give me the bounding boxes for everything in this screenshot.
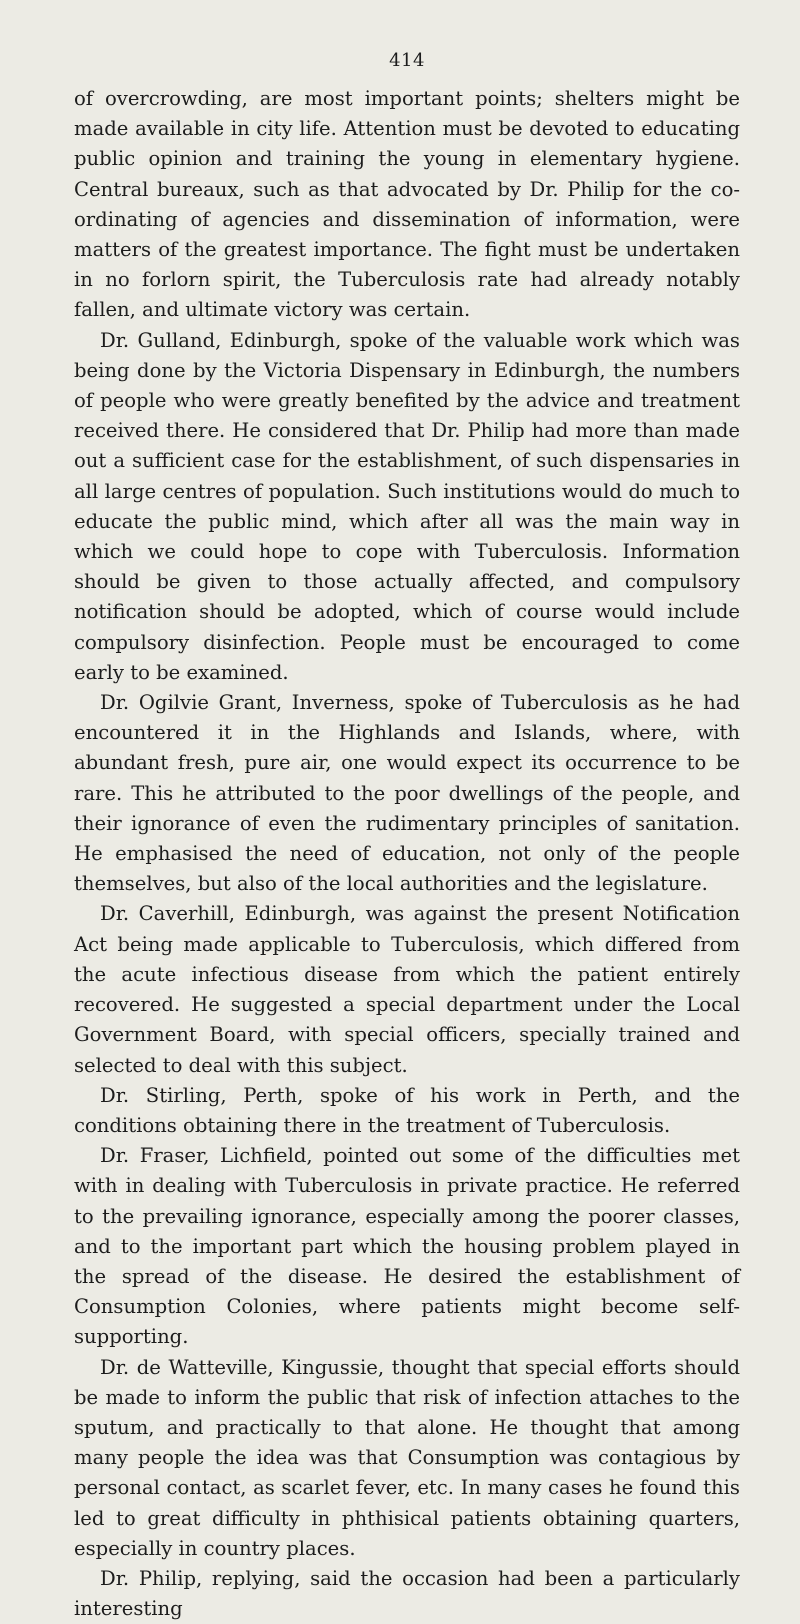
paragraph-fraser: Dr. Fraser, Lichfield, pointed out some of the difficulties met with in dealing with Tuberculosis in private practice. He referred to the prevailing ignorance, especially among the poorer classes, and to the important part which the housing problem played in the spread of the disease. He desired the establishment of Consumption Colonies, where patients might become self-supporting. — [74, 1144, 740, 1349]
body-text — [74, 84, 740, 1624]
paragraph-de-watteville: Dr. de Watteville, Kingussie, thought that special efforts should be made to inform the public that risk of infection attaches to the sputum, and practically to that alone. He thought that among many people the idea was that Consumption was contagious by personal contact, as scarlet fever, etc. In many cases he found this led to great difficulty in phthisical patients obtaining quarters, especially in country places. — [74, 1355, 740, 1560]
paragraph-philip-reply: Dr. Philip, replying, said the occasion had been a particularly interesting — [74, 1566, 740, 1621]
paragraph-stirling: Dr. Stirling, Perth, spoke of his work in Perth, and the conditions obtaining there in the treatment of Tuberculosis. — [74, 1083, 740, 1137]
paragraph-continued: of overcrowding, are most important points; shelters might be made available in city life. Attention must be devoted to educating public opinion and training the young in elementary hygiene. Central bureaux, such as that advocated by Dr. Philip for the co-ordinating of agencies and dissemination of information, were matters of the greatest importance. The fight must be undertaken in no forlorn spirit, the Tuberculosis rate had already notably fallen, and ultimate victory was certain. — [74, 87, 740, 322]
paragraph-ogilvie-grant: Dr. Ogilvie Grant, Inverness, spoke of Tuberculosis as he had encountered it in the Highlands and Islands, where, with abundant fresh, pure air, one would expect its occurrence to be rare. This he attributed to the poor dwellings of the people, and their ignorance of even the rudimentary principles of sanitation. He emphasised the need of education, not only of the people themselves, but also of the local authorities and the legislature. — [74, 691, 740, 896]
page-number: 414 — [389, 50, 425, 71]
paragraph-caverhill: Dr. Caverhill, Edinburgh, was against the present Notification Act being made applicable to Tuberculosis, which differed from the acute infectious disease from which the patient entirely recovered. He suggested a special department under the Local Government Board, with special officers, specially trained and selected to deal with this subject. — [74, 902, 740, 1077]
paragraph-gulland: Dr. Gulland, Edinburgh, spoke of the valuable work which was being done by the Victoria Dispensary in Edinburgh, the numbers of people who were greatly benefited by the advice and treatment received there. He considered that Dr. Philip had more than made out a sufficient case for the establishment, of such dispensaries in all large centres of population. Such institutions would do much to educate the public mind, which after all was the main way in which we could hope to cope with Tuberculosis. Information should be given to those actually affected, and compulsory notification should be adopted, which of course would include compulsory disinfection. People must be encouraged to come early to be examined. — [74, 328, 740, 684]
